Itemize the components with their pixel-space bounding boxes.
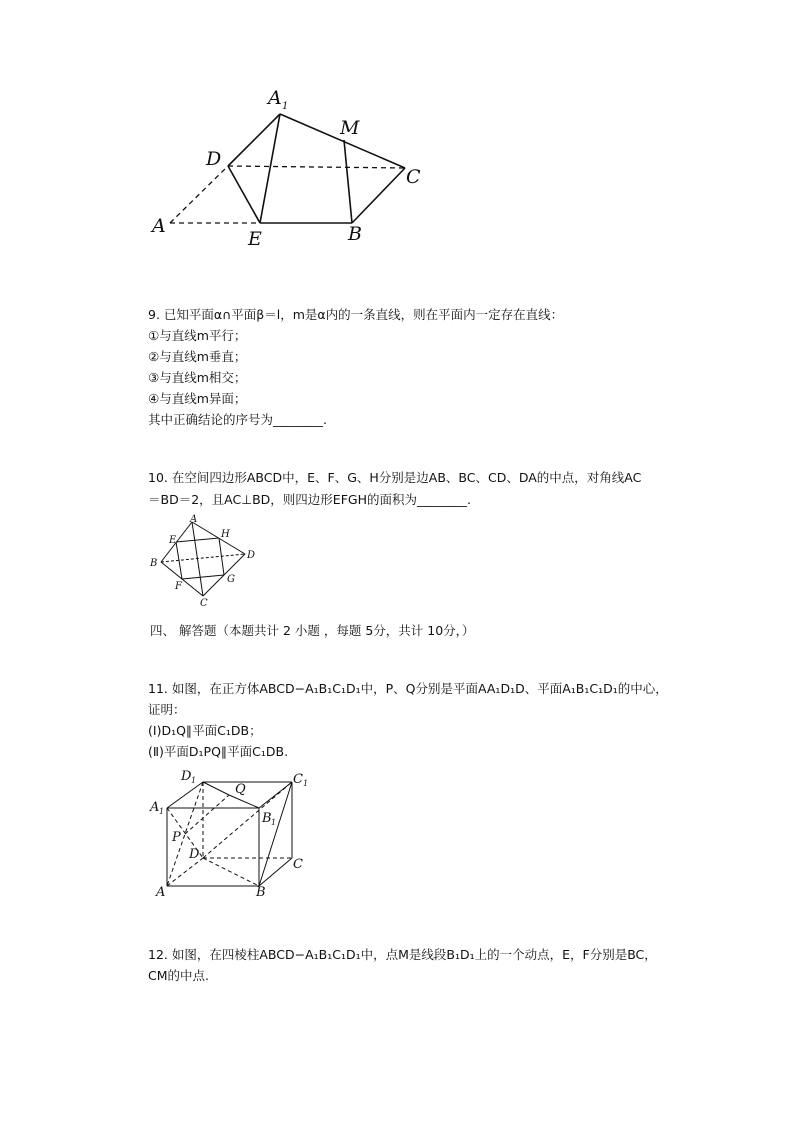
q9-stem: 9. 已知平面α∩平面β＝l，m是α内的一条直线，则在平面内一定存在直线：	[148, 307, 564, 322]
edge-E-H	[176, 538, 219, 542]
label-A1-sub: 1	[159, 807, 165, 816]
q9-option-2: ②与直线m垂直；	[148, 349, 247, 364]
label-E: E	[248, 228, 262, 250]
label-C1: C	[293, 772, 303, 787]
edge-G-F	[182, 575, 224, 579]
edge-D-E	[228, 166, 260, 223]
figure-cube	[145, 766, 315, 901]
edge-D-C-dashed	[228, 166, 405, 168]
label-A1: A	[268, 87, 282, 109]
q9-option-1: ①与直线m平行；	[148, 328, 247, 343]
label-M: M	[340, 117, 360, 139]
label-C1-sub: 1	[303, 779, 309, 788]
label-D: D	[247, 550, 256, 561]
edge-A1-D1	[167, 782, 203, 808]
diag-D-B-dashed	[203, 858, 259, 886]
q11-part-1: (Ⅰ)D₁Q∥平面C₁DB；	[148, 723, 262, 738]
edge-A-D-dashed	[167, 858, 203, 886]
label-C: C	[293, 857, 303, 872]
diag-P-Q-dashed	[185, 795, 229, 834]
label-H: H	[221, 529, 230, 540]
label-C: C	[200, 598, 208, 609]
label-E: E	[169, 535, 177, 546]
q9-option-3: ③与直线m相交；	[148, 370, 247, 385]
q12-line-2: CM的中点.	[148, 968, 209, 983]
q10-line-2: ＝BD＝2，且AC⊥BD，则四边形EFGH的面积为________.	[148, 492, 471, 507]
edge-M-B	[344, 140, 352, 223]
label-A1-sub: 1	[282, 101, 289, 112]
label-A: A	[156, 885, 166, 900]
label-D1: D	[181, 769, 192, 784]
q10-line-1: 10. 在空间四边形ABCD中，E、F、G、H分别是边AB、BC、CD、DA的中点，对角线AC	[148, 470, 642, 485]
q11-line-2: 证明：	[148, 702, 186, 717]
label-A1: A	[150, 800, 160, 815]
q9-option-4: ④与直线m异面；	[148, 391, 247, 406]
label-B: B	[348, 223, 362, 245]
label-B: B	[256, 885, 266, 900]
label-P: P	[172, 830, 181, 845]
label-F: F	[175, 581, 182, 592]
diag-D1-Q	[203, 782, 229, 795]
label-D: D	[189, 847, 200, 862]
label-B1: B	[262, 811, 272, 826]
q9-ask: 其中正确结论的序号为________.	[148, 412, 327, 427]
label-A: A	[152, 215, 166, 237]
label-Q: Q	[235, 782, 246, 797]
figure-space-quadrilateral	[145, 512, 275, 610]
label-B: B	[150, 558, 158, 569]
diag-D-C1-dashed	[203, 782, 292, 858]
label-B1-sub: 1	[271, 818, 277, 827]
edge-B1-C1	[259, 782, 292, 808]
label-A: A	[190, 514, 198, 525]
label-G: G	[227, 574, 235, 585]
edge-A-D-dashed	[170, 166, 228, 223]
label-C: C	[406, 166, 421, 188]
label-D1-sub: 1	[191, 776, 197, 785]
label-D: D	[206, 148, 222, 170]
q12-line-1: 12. 如图，在四棱柱ABCD−A₁B₁C₁D₁中，点M是线段B₁D₁上的一个动点，E，F分别是BC，	[148, 947, 657, 962]
q11-part-2: (Ⅱ)平面D₁PQ∥平面C₁DB.	[148, 744, 289, 759]
q11-line-1: 11. 如图，在正方体ABCD−A₁B₁C₁D₁中，P、Q分别是平面AA₁D₁D、平面A₁B₁C₁D₁的中心，	[148, 681, 668, 696]
figure-folded-quadrilateral	[150, 80, 440, 255]
edge-B-C	[352, 168, 405, 223]
diag-B-D-dashed	[161, 554, 245, 562]
diag-B-C1	[259, 782, 292, 886]
section-4-title: 四、 解答题（本题共计 2 小题 ，每题 5分，共计 10分，）	[150, 623, 475, 638]
